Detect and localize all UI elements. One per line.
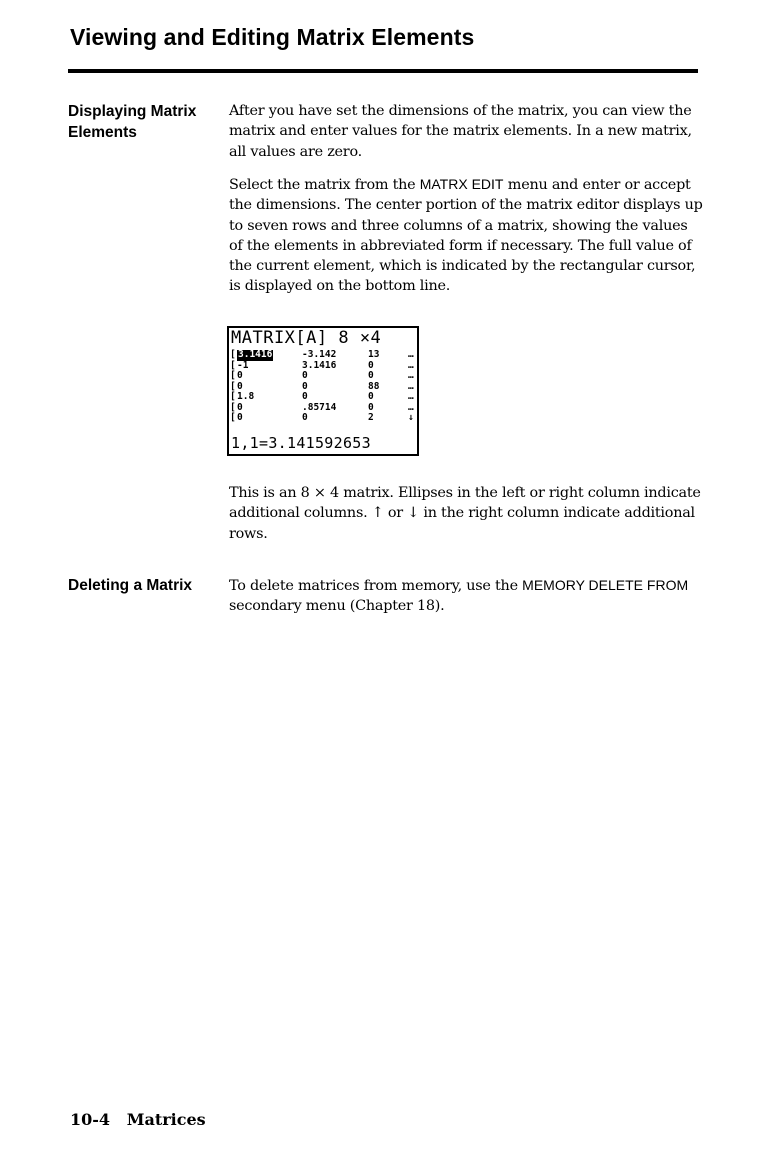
- matrix-row: [230, 403, 416, 414]
- deleting-heading: Deleting a Matrix: [68, 577, 193, 594]
- matrix-cell: 0: [368, 359, 374, 371]
- displaying-heading-line1: Displaying Matrix: [68, 103, 197, 120]
- memory-delete-from-menu-name: MEMORY DELETE FROM: [522, 577, 689, 593]
- title-rule: [68, 69, 698, 73]
- matrix-cell: 3.1416: [302, 359, 337, 371]
- matrix-row: [230, 361, 416, 372]
- row-bracket: [: [230, 359, 236, 371]
- matrix-cell: -3.142: [302, 349, 337, 360]
- caption-text: This is an 8 × 4 matrix. Ellipses in the left or right column indicate additional columns. ↑ or ↓ in the right column indicate additional rows.: [229, 485, 701, 542]
- ellipsis-indicator: …: [408, 349, 414, 360]
- down-arrow-indicator: ↓: [408, 412, 414, 423]
- page-footer: 10-4 Matrices: [70, 1110, 206, 1129]
- ellipsis-indicator: …: [408, 380, 414, 392]
- matrix-cell: 0: [302, 391, 308, 402]
- displaying-heading: [68, 101, 218, 143]
- matrix-cell: 0: [302, 412, 308, 423]
- calculator-screen: [227, 326, 419, 456]
- matrix-cell: 0: [237, 380, 243, 392]
- deleting-after: secondary menu (Chapter 18).: [229, 598, 445, 615]
- ellipsis-indicator: …: [408, 370, 414, 381]
- matrix-cell: 13: [368, 349, 380, 360]
- row-bracket: [: [230, 370, 236, 381]
- ellipsis-indicator: …: [408, 401, 414, 413]
- deleting-before: To delete matrices from memory, use the: [229, 578, 523, 594]
- matrix-cell: 0: [237, 401, 243, 413]
- ellipsis-indicator: …: [408, 359, 414, 371]
- matrix-row: [230, 392, 416, 403]
- row-bracket: [: [230, 391, 236, 402]
- matrix-cell: .85714: [302, 401, 337, 413]
- matrix-editor-header: MATRIX[A] 8 ×4: [231, 328, 382, 348]
- para1-text: After you have set the dimensions of the matrix, you can view the matrix and enter values for the matrix elements. In a new matrix, all values are zero.: [229, 103, 692, 160]
- ellipsis-indicator: …: [408, 391, 414, 402]
- matrix-cell: 1.8: [237, 391, 255, 402]
- matrix-cell: 0: [368, 370, 374, 381]
- row-bracket: [: [230, 380, 236, 392]
- matrix-row: [230, 413, 416, 424]
- deleting-paragraph: [229, 575, 704, 617]
- matrix-cell: 0: [302, 380, 308, 392]
- matrix-rows: [230, 350, 416, 424]
- row-bracket: [: [230, 412, 236, 423]
- matrix-caption: [229, 483, 704, 544]
- displaying-paragraph-1: [229, 101, 704, 162]
- row-bracket: [: [230, 349, 236, 360]
- current-element-value: 1,1=3.141592653: [231, 434, 371, 452]
- matrix-row: [230, 371, 416, 382]
- matrix-cursor-cell: 3.1416: [238, 349, 273, 360]
- matrix-cell: 0: [237, 370, 243, 381]
- matrix-row: [230, 350, 416, 361]
- matrix-cell: 0: [368, 391, 374, 402]
- matrix-row: [230, 382, 416, 393]
- matrix-cell: 88: [368, 380, 380, 392]
- row-bracket: [: [230, 401, 236, 413]
- page-title: Viewing and Editing Matrix Elements: [70, 24, 475, 50]
- matrix-cell: 0: [368, 401, 374, 413]
- matrix-cell: -1: [237, 359, 249, 371]
- matrix-cell: 2: [368, 412, 374, 423]
- matrix-cell: 0: [302, 370, 308, 381]
- displaying-heading-line2: Elements: [68, 124, 137, 141]
- para2-before: Select the matrix from the: [229, 177, 420, 193]
- para2-after: menu and enter or accept the dimensions. The center portion of the matrix editor displays up to seven rows and three columns of a matrix, showing the values of the elements in abbreviated form if necessary. The full value of the current element, which is indicated by the rectangular cursor, is displayed on the bottom line.: [229, 177, 703, 295]
- matrx-edit-menu-name: MATRX EDIT: [419, 176, 504, 192]
- displaying-paragraph-2: [229, 174, 704, 297]
- matrix-cell: 0: [237, 412, 243, 423]
